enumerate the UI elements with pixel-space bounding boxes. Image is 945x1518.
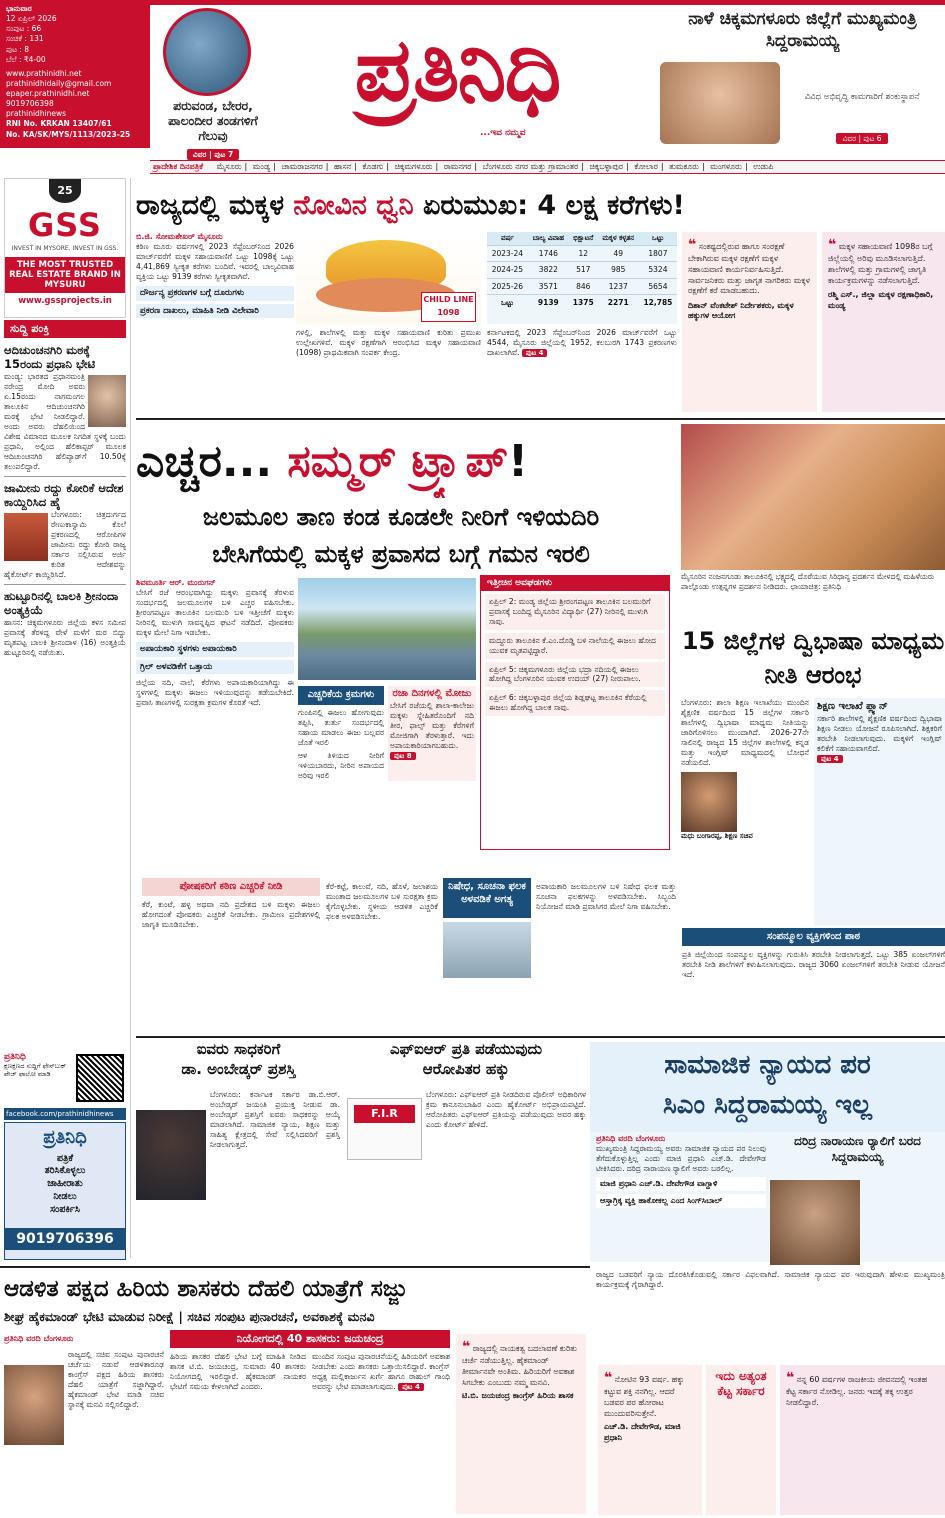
lead-body-col-1 (136, 232, 294, 412)
tagline: ...ಇವ ನಮ್ಮವ (480, 128, 526, 138)
incident-item: ಏಪ್ರಿಲ್ 6: ಚಿಕ್ಕಬಳ್ಳಾಪುರ ಜಿಲ್ಲೆಯ ಶಿಡ್ಲಘಟ್ಟ ತಾಲೂಕಿನ ಕೆರೆಯಲ್ಲಿ ಈಜಲು ಹೋಗಿದ್ದ ಬಾಲಕ ಸಾವು. (485, 690, 665, 716)
fir-head-1: ಎಫ್ಐಆರ್ ಪ್ರತಿ ಪಡೆಯುವುದು (390, 1040, 542, 1058)
pm-visit-headline[interactable]: ಆದಿಚುಂಚನಗಿರಿ ಮಠಕ್ಕೆ 15ರಂದು ಪ್ರಧಾನಿ ಭೇಟಿ (4, 343, 96, 372)
social-body: ಮುಖ್ಯಮಂತ್ರಿ ಸಿದ್ದರಾಮಯ್ಯ ಅವರು ಸಾಮಾಜಿಕ ನ್ಯಾಯದ ಪರ ನಿಲುವು ತೆಗೆದುಕೊಳ್ಳುತ್ತಿಲ್ಲ ಎಂದು ಮಾಜಿ ಪ್ರಧಾನಿ ಎಚ್.ಡಿ. ದೇವೇಗೌಡ ಟೀಕಿಸಿದರು. ದರಿದ್ರ ನಾರಾಯಣ ರ‍್ಯಾಲಿಗೆ ಅವರು ಬರಲಿಲ್ಲ. (596, 1144, 766, 1174)
epaper-link[interactable]: epaper.prathinidhi.net (6, 89, 90, 98)
jayachandra-quote (456, 1334, 586, 1514)
warning-2: ಆಳ ತಿಳಿಯದ ನೀರಿಗೆ ಇಳಿಯಬಾರದು, ನೀರಿನ ಅಪಾಯದ ಅರಿವು ಇರಲಿ (298, 750, 384, 780)
holiday-header: ರಜಾ ದಿನಗಳಲ್ಲಿ ಮೋಜು (392, 688, 472, 699)
lead-body-col-2: ಗಳಲ್ಲಿ, ಶಾಲೆಗಳಲ್ಲಿ ಮತ್ತು ಮಕ್ಕಳ ಸಹಾಯವಾಣಿ ಕುರಿತು ಪ್ರಮುಖ ಉಲ್ಲೇಖಗಳಿವೆ. ಮಕ್ಕಳ ರಕ್ಷಣೆಗಾಗಿ ಆರಂಭಿಸಿದ ಮಕ್ಕಳ ಸಹಾಯವಾಣಿ (1098) ಪ್ರಾಥಮಿಕವಾಗಿ ಸಂಪರ್ಕ ಕೇಂದ್ರ. (296, 328, 481, 358)
facebook-link[interactable]: facebook.com/prathinidhinews (4, 1108, 126, 1120)
lead-bullet-2: ಪ್ರಕರಣ ದಾಖಲು, ಮಾಹಿತಿ ನೀಡಿ ವಿಲೇವಾರಿ (136, 304, 294, 319)
sub-ad-phone[interactable]: 9019706396 (4, 1228, 126, 1250)
holiday-box (388, 686, 476, 781)
incidents-header: ಇತ್ತೀಚಿನ ಅವಘಡಗಳು (481, 576, 669, 591)
signboard-photo (443, 922, 531, 978)
summer-trap-headline[interactable] (136, 430, 666, 498)
deve-gowda-photo (770, 1180, 860, 1265)
issue-pages: ಪುಟ : 8 (6, 44, 30, 54)
issue-volume: ಸಂಪುಟ : 66 (6, 24, 42, 34)
nav-chikkaballapur[interactable]: ಚಿಕ್ಕಬಳ್ಳಾಪುರ (589, 162, 624, 171)
warnings-header: ಎಚ್ಚರಿಕೆಯ ಕ್ರಮಗಳು (298, 686, 384, 705)
incident-item: ಮದ್ದೂರು ತಾಲೂಕಿನ ಕೆ.ಎಂ.ದೊಡ್ಡಿ ಬಳಿ ನಾಲೆಯಲ್ಲಿ ಈಜಲು ಹೋದ ಯುವಕ ಮೃತಪಟ್ಟಿದ್ದಾರೆ. (485, 633, 665, 659)
table-cell: 12,785 (639, 294, 677, 310)
ambedkar-headline[interactable] (136, 1040, 341, 1086)
bilingual-body: ಬೆಂಗಳೂರು: ಶಾಲಾ ಶಿಕ್ಷಣ ಇಲಾಖೆಯು ಮುಂದಿನ ಶೈಕ್ಷಣಿಕ ವರ್ಷದಿಂದ 15 ಜಿಲ್ಲೆಗಳ ಸರ್ಕಾರಿ ಶಾಲೆಗಳಲ್ಲಿ ದ್ವಿಭಾಷಾ ಮಾಧ್ಯಮ ನೀತಿಯನ್ನು ಜಾರಿಗೊಳಿಸಲು ಮುಂದಾಗಿದೆ. 2026-27ನೇ ಸಾಲಿನಲ್ಲಿ ರಾಜ್ಯದ 15 ಜಿಲ್ಲೆಗಳ ಶಾಲೆಗಳಲ್ಲಿ ಕನ್ನಡ ಮತ್ತು ಇಂಗ್ಲಿಷ್ ಮಾಧ್ಯಮದಲ್ಲಿ ಬೋಧನೆ ನಡೆಯಲಿದೆ. (681, 698, 809, 768)
section-rule (0, 1266, 590, 1268)
bail-body: ಬೆಂಗಳೂರು: ಚಿತ್ರದುರ್ಗದ ರೇಣುಕಾಸ್ವಾಮಿ ಕೊಲೆ ಪ್ರಕರಣದಲ್ಲಿ ಆರೋಪಿಗಳ ಜಾಮೀನು ರದ್ದು ಕೋರಿ ರಾಜ್ಯ ಸರ್ಕಾರ ಸಲ್ಲಿಸಿರುವ ಅರ್ಜಿ ಕುರಿತ ಆದೇಶವನ್ನು ಹೈಕೋರ್ಟ್ ಕಾಯ್ದಿರಿಸಿದೆ. (4, 509, 126, 579)
nav-kolar[interactable]: ಕೋಲಾರ (634, 162, 658, 171)
social-title-1: ಸಾಮಾಜಿಕ ನ್ಯಾಯದ ಪರ (664, 1050, 871, 1080)
incident-item: ಏಪ್ರಿಲ್ 5: ಚಿಕ್ಕಮಗಳೂರು ಜಿಲ್ಲೆಯ ಭದ್ರಾ ನದಿಯಲ್ಲಿ ಈಜಲು ಹೋಗಿದ್ದ ಬೆಂಗಳೂರಿನ ಯುವಕ ಉದಯ್ (27) ನೀರುಪಾಲು. (485, 662, 665, 688)
summer-body-2: ಜಿಲ್ಲೆಯ ನದಿ, ನಾಲೆ, ಕೆರೆಗಳು ಅಪಾಯಕಾರಿಯಾಗಿದ್ದು ಈ ಸ್ಥಳಗಳಲ್ಲಿ ಮಕ್ಕಳು ಈಜಲು ಇಳಿಯುವುದನ್ನು ತಡೆಯಬೇಕಿದೆ. ಪ್ರವಾಸಿ ತಾಣಗಳಲ್ಲಿ ಸುರಕ್ಷತಾ ಕ್ರಮಗಳ ಕೊರತೆ ಇದೆ. (136, 678, 294, 708)
quote-1-attribution: ದಿಶಾನ್ ವೆಂಕಟೇಶ್ ನಿರ್ದೇಶಕರು, ಮಕ್ಕಳ ಹಕ್ಕುಗಳ ಆಯೋಗ (688, 300, 794, 321)
bilingual-body-col (681, 698, 809, 926)
signboard-headline: ನಿಷೇಧ, ಸೂಚನಾ ಫಲಕ ಅಳವಡಿಕೆ ಅಗತ್ಯ (443, 878, 531, 918)
district-nav: ಪ್ರಾದೇಶಿಕ ದಿನಪತ್ರಿಕೆ ಮೈಸೂರು | ಮಂಡ್ಯ | ಚಾಮರಾಜನಗರ | ಹಾಸನ | ಕೊಡಗು | ಚಿಕ್ಕಮಗಳೂರು | ರಾಮನಗರ | ಬೆಂಗಳೂರು ನಗರ ಮತ್ತು ಗ್ರಾಮಾಂತರ | ಚಿಕ್ಕಬಳ್ಳಾಪುರ | ಕೋಲಾರ | ತುಮಕೂರು | ಮಂಗಳೂರು | ಉಡುಪಿ (150, 160, 945, 174)
fir-head-2: ಆರೋಪಿತರ ಹಕ್ಕು (422, 1059, 510, 1078)
cm-caption (782, 92, 942, 144)
gowda-quote-attribution: ಎಚ್.ಡಿ. ದೇವೇಗೌಡ, ಮಾಜಿ ಪ್ರಧಾನಿ (604, 1422, 681, 1442)
sub-ad-line: ನೀಡಲು (53, 1190, 77, 1202)
social-handle[interactable]: prathinidhinews (6, 109, 67, 119)
summer-body-col (136, 578, 294, 878)
small-prat-logo: ಪ್ರತಿನಿಧಿ (4, 1052, 26, 1062)
table-cell: 3571 (528, 278, 569, 294)
bad-government-callout: ಇದು ಅತ್ಯಂತ ಕೆಟ್ಟ ಸರ್ಕಾರ (706, 1365, 776, 1515)
issue-date: 12 ಏಪ್ರಿಲ್ 2026 (6, 14, 57, 24)
summer-title-part-3: ! (507, 436, 529, 487)
table-row (487, 278, 677, 294)
minister-caption: ಮಧು ಬಂಗಾರಪ್ಪ, ಶಿಕ್ಷಣ ಸಚಿವ (681, 832, 753, 841)
delhi-trip-headline[interactable]: ಆಡಳಿತ ಪಕ್ಷದ ಹಿರಿಯ ಶಾಸಕರು ದೆಹಲಿ ಯಾತ್ರೆಗೆ ಸಜ್ಜು (4, 1276, 408, 1302)
fir-headline[interactable] (347, 1040, 585, 1086)
delhi-trip-subheadline: ಶೀಘ್ರ ಹೈಕಮಾಂಡ್ ಭೇಟಿ ಮಾಡುವ ನಿರೀಕ್ಷೆ | ಸಚಿವ ಸಂಪುಟ ಪುನಾರಚನೆ, ಅವಕಾಶಕ್ಕೆ ಮನವಿ (4, 1309, 375, 1324)
gowda-quote-2-text: ನನ್ನ 60 ವರ್ಷಗಳ ರಾಜಕೀಯ ಜೀವನದಲ್ಲಿ ಇಂತಹ ಕೆಟ್ಟ ಸರ್ಕಾರ ನೋಡಿಲ್ಲ. ಜನರು ಇದಕ್ಕೆ ತಕ್ಕ ಉತ್ತರ ನೀಡಲಿದ್ದಾರೆ. (786, 1375, 928, 1408)
children-illustration (296, 232, 481, 324)
delegation-box-header: ನಿಯೋಗದಲ್ಲಿ 40 ಶಾಸಕರು: ಜಯಚಂದ್ರ (170, 1330, 450, 1348)
nav-chamarajanagar[interactable]: ಚಾಮರಾಜನಗರ (281, 162, 323, 171)
table-header: ಒಟ್ಟು (639, 232, 677, 245)
masthead-left-story[interactable] (158, 98, 268, 160)
delhi-body-2: ಹಿರಿಯ ಶಾಸಕರ ದೆಹಲಿ ಭೇಟಿ ಬಗ್ಗೆ ಮಾಹಿತಿ ನೀಡಿದ ಶಾಸಕ ಟಿ.ಬಿ. ಜಯಚಂದ್ರ, ಸುಮಾರು 40 ಶಾಸಕರು ನಿಯೋಗದಲ್ಲಿ ಇರಲಿದ್ದಾರೆ. ಹೈಕಮಾಂಡ್ ನಾಯಕರ ಭೇಟಿಗೆ ಸಮಯ ಕೇಳಲಾಗಿದೆ ಎಂದರು. (170, 1352, 306, 1392)
expert-quote-2 (822, 232, 945, 412)
summer-title-part-1: ಎಚ್ಚರ... (136, 436, 288, 487)
lead-headline-highlight: ನೋವಿನ ಧ್ವನಿ (293, 190, 414, 221)
jayachandra-quote-attribution: ಟಿ.ಬಿ. ಜಯಚಂದ್ರ ಕಾಂಗ್ರೆಸ್ ಹಿರಿಯ ಶಾಸಕ (462, 1391, 574, 1401)
recent-incidents-box (480, 575, 670, 850)
childline-logo: CHILD LINE 1098 (421, 292, 476, 322)
social-byline: ಪ್ರತಿನಿಧಿ ವರದಿ ಬೆಂಗಳೂರು (596, 1134, 666, 1143)
lead-headline-part-3: ಏರುಮುಖ: 4 ಲಕ್ಷ ಕರೆಗಳು! (413, 190, 685, 221)
gss-trust-line: THE MOST TRUSTED REAL ESTATE BRAND IN MYSURU (5, 257, 125, 294)
fir-label: F.I.R (354, 1105, 415, 1123)
gowda-quote-text: ನೋಟಿನ 93 ವರ್ಷ. ಹಕ್ಕು ಕಟ್ಟುವ ಶಕ್ತಿ ನನಗಿಲ್ಲ. ಆದರೆ ಬಡವರ ಪರ ಹೋರಾಟ ಮುಂದುವರಿಸುತ್ತೇನೆ. (604, 1375, 685, 1418)
table-cell: 1375 (569, 294, 598, 310)
modi-photo (88, 375, 126, 427)
sub-ad-logo: ಪ್ರತಿನಿಧಿ (43, 1127, 87, 1148)
delhi-byline: ಪ್ರತಿನಿಧಿ ವರದಿ ಬೆಂಗಳೂರು (4, 1334, 74, 1343)
ambedkar-photo (136, 1110, 206, 1200)
incident-item: ಏಪ್ರಿಲ್ 2: ಮಂಡ್ಯ ಜಿಲ್ಲೆಯ ಶ್ರೀರಂಗಪಟ್ಟಣ ತಾಲೂಕಿನ ಬಲಮುರಿಗೆ ಪ್ರವಾಸಕ್ಕೆ ಬಂದಿದ್ದ ಮೈಸೂರಿನ ವಿದ್ಯಾರ್ಥಿ (27) ನೀರಿನಲ್ಲಿ ಮುಳುಗಿ ಸಾವು. (485, 594, 665, 630)
email-link[interactable]: prathinidhidaily@gmail.com (6, 78, 112, 88)
gss-url[interactable]: www.gssprojects.in (18, 296, 112, 307)
fb-follow-caption: ಕ್ಷಣಕ್ಷಣದ ಸುದ್ದಿಗೆ ಫೇಸ್‌ಬುಕ್ ಪೇಜ್ ಫಾಲೋ ಮಾಡಿ (4, 1061, 67, 1078)
social-subhead: ದರಿದ್ರ ನಾರಾಯಣ ರ‍್ಯಾಲಿಗೆ ಬರದ ಸಿದ್ದರಾಮಯ್ಯ (794, 1134, 921, 1164)
warning-1: ಗುಂಪಿನಲ್ಲಿ ಈಜಲು ಹೋಗುವುದು ತಪ್ಪಿಸಿ, ತುರ್ತು ಸಂದರ್ಭದಲ್ಲಿ ಸಹಾಯ ಮಾಡಲು ಈಜು ಬಲ್ಲವರ ಜೊತೆ ಇರಲಿ (298, 707, 384, 747)
social-body-2: ರಾಜ್ಯದ ಬಡವರಿಗೆ ನ್ಯಾಯ ದೊರಕಿಸಿಕೊಡುವಲ್ಲಿ ಸರ್ಕಾರ ವಿಫಲವಾಗಿದೆ. ಸಾಮಾಜಿಕ ನ್ಯಾಯದ ಪರ ಇರುವುದಾಗಿ ಹೇಳುವ ಮುಖ್ಯಮಂತ್ರಿ ಕಾರ್ಯಕ್ರಮಕ್ಕೆ ಗೈರಾಗಿದ್ದಾರೆ. (596, 1270, 945, 1290)
nav-chikkamagaluru[interactable]: ಚಿಕ್ಕಮಗಳೂರು (394, 162, 433, 171)
section-rule (136, 418, 945, 420)
table-cell: 1746 (528, 245, 569, 261)
lead-bullet-1: ದೌರ್ಜನ್ಯ ಪ್ರಕರಣಗಳ ಬಗ್ಗೆ ದೂರುಗಳು (136, 286, 294, 301)
nav-bengaluru[interactable]: ಬೆಂಗಳೂರು ನಗರ ಮತ್ತು ಗ್ರಾಮಾಂತರ (482, 162, 579, 171)
left-story-page-tag: ವಿವರ | ಪುಟ 7 (187, 149, 239, 160)
gss-advertisement[interactable] (4, 178, 126, 318)
quote-mark-icon: ❝ (462, 1339, 471, 1355)
lead-headline[interactable] (136, 182, 945, 230)
table-cell: 1237 (598, 278, 639, 294)
table-cell: 5324 (639, 262, 677, 278)
lead-page-ref[interactable]: ಪುಟ 4 (522, 349, 548, 357)
table-cell: 985 (598, 262, 639, 278)
high-court-photo (4, 513, 48, 561)
table-cell: 5654 (639, 278, 677, 294)
parents-warning-head: ಪೋಷಕರಿಗೆ ಕಠಿಣ ಎಚ್ಚರಿಕೆ ನೀಡಿ (142, 878, 320, 896)
fir-body: ಬೆಂಗಳೂರು: ಎಫ್ಐಆರ್ ಪ್ರತಿ ನೀಡದಿರುವ ಪೊಲೀಸ್ ಅಧಿಕಾರಿಗಳ ಕ್ರಮ ಕಾನೂನುಬಾಹಿರ ಎಂದು ಹೈಕೋರ್ಟ್ ಅಭಿಪ್ರಾಯಪಟ್ಟಿದೆ. ಆರೋಪಿತರು ಎಫ್ಐಆರ್ ಪ್ರತಿಯನ್ನು ಪಡೆಯುವುದು ಅವರ ಹಕ್ಕು ಎಂದು ಕೋರ್ಟ್ ಹೇಳಿದೆ. (426, 1090, 586, 1130)
table-cell: 49 (598, 245, 639, 261)
lead-body-col-3 (487, 328, 677, 414)
millet-fair-caption: ಮೈಸೂರಿನ ನಂಜನಗೂಡು ತಾಲೂಕಿನಲ್ಲಿ ಭಕ್ಷ್ಯದಲ್ಲಿ ದೊರೆಯುವ ಸಿರಿಧಾನ್ಯ ಪ್ರದರ್ಶನ ಮೇಳದಲ್ಲಿ ಮಹಿಳೆಯರು ಪಾಲ್ಗೊಂಡು ಉತ್ಪನ್ನಗಳ ಪ್ರದರ್ಶನ ನೀಡಿದರು. ಛಾಯಾಚಿತ್ರ: ಪ್ರತಿನಿಧಿ (681, 572, 935, 591)
social-bullet-2: ಆಸ್ತಾಗ್ರಿಕ್ಕ ವ್ಯಕ್ತಿ ಹಾಕೋಕಲ್ಲ ಎಂದ ಸಿಂಗ್‌ಸಿಬಾಲ್ (596, 1194, 766, 1208)
lead-byline: ಬಿ.ಜಿ. ಸೋಮಶೇಖರ್ ಮೈಸೂರು (136, 232, 223, 241)
registration-number: No. KA/SK/MYS/1113/2023-25 (6, 129, 131, 139)
quote-1-text: ಸಂಕಷ್ಟದಲ್ಲಿರುವ ಹಾಗೂ ಸಂರಕ್ಷಣೆ ಬೇಕಾಗಿರುವ ಮಕ್ಕಳ ರಕ್ಷಣೆಗೆ ಮಕ್ಕಳ ಸಹಾಯವಾಣಿ ಕಾರ್ಯನಿರ್ವಹಿಸುತ್ತಿದೆ. ಸಾರ್ವಜನಿಕರು ಮತ್ತು ಜಾಗೃತ ನಾಗರಿಕರು ಮಕ್ಕಳ ರಕ್ಷಣೆಗೆ ಕರೆ ಮಾಡಬಹುದು. (688, 242, 811, 296)
column-divider (130, 178, 131, 1258)
summer-body: ಬೇಸಿಗೆ ರಜೆ ಆರಂಭವಾಗಿದ್ದು ಮಕ್ಕಳು ಪ್ರವಾಸಕ್ಕೆ ತೆರಳುವ ಸಂದರ್ಭದಲ್ಲಿ ಜಲಮೂಲಗಳ ಬಳಿ ಎಚ್ಚರ ವಹಿಸಬೇಕು. ಶ್ರೀರಂಗಪಟ್ಟಣ ತಾಲೂಕಿನ ಬಲಮುರಿ ಬಳಿ ಇತ್ತೀಚೆಗೆ ಮಕ್ಕಳು ನೀರಿನಲ್ಲಿ ಮುಳುಗಿ ಸಾವನ್ನಪ್ಪಿದ ಘಟನೆ ನಡೆದಿದೆ. ಪೋಷಕರು ಮಕ್ಕಳ ಮೇಲೆ ನಿಗಾ ಇಡಬೇಕು. (136, 588, 294, 638)
delhi-body-3-text: ಮುಂದಿನ ಸಂಪುಟ ಪುನಾರಚನೆಯಲ್ಲಿ ಹಿರಿಯರಿಗೆ ಅವಕಾಶ ನೀಡಬೇಕು ಎಂದು ಶಾಸಕರು ಒತ್ತಾಯಿಸಲಿದ್ದಾರೆ. ಕಾಂಗ್ರೆಸ್ ಅಧ್ಯಕ್ಷ ಮಲ್ಲಿಕಾರ್ಜುನ ಖರ್ಗೆ ಹಾಗೂ ರಾಹುಲ್ ಗಾಂಧಿ ಅವರನ್ನು ಭೇಟಿ ಮಾಡಲಾಗುವುದು. (312, 1352, 450, 1392)
summer-page-ref[interactable]: ಪುಟ 8 (390, 752, 416, 760)
table-cell: 517 (569, 262, 598, 278)
issue-number: ಸಂಚಿಕೆ : 131 (6, 34, 44, 44)
summer-subtitle-1: ಜಲಮೂಲ ತಾಣ ಕಂಡ ಕೂಡಲೇ ನೀರಿಗೆ ಇಳಿಯದಿರಿ (202, 503, 600, 531)
sub-ad-line: ಪತ್ರಿಕೆ (56, 1152, 74, 1164)
sub-ad-line: ಜಾಹೀರಾತು (47, 1178, 83, 1190)
quote-2-text: ಮಕ್ಕಳ ಸಹಾಯವಾಣಿ 1098ರ ಬಗ್ಗೆ ಜಿಲ್ಲೆಯಲ್ಲಿ ಅರಿವು ಮೂಡಿಸಲಾಗುತ್ತಿದೆ. ಶಾಲೆಗಳಲ್ಲಿ ಮತ್ತು ಗ್ರಾಮಗಳಲ್ಲಿ ಜಾಗೃತಿ ಕಾರ್ಯಕ್ರಮಗಳನ್ನು ನಡೆಸಲಾಗುತ್ತಿದೆ. (828, 242, 933, 285)
education-plan-head: ಶಿಕ್ಷಣ ಇಲಾಖೆ ಪ್ಲ್ಯಾನ್ (817, 701, 888, 712)
cm-caption-text: ವಿವಿಧ ಅಭಿವೃದ್ಧಿ ಕಾಮಗಾರಿಗೆ ಶಂಕುಸ್ಥಾಪನೆ (804, 92, 920, 102)
millet-fair-photo (681, 424, 945, 570)
sub-ad-lines (5, 1153, 125, 1217)
quote-mark-icon: ❝ (688, 237, 697, 253)
table-row (487, 245, 677, 261)
phone-number: 9019706398 (6, 99, 54, 109)
social-justice-left-col (596, 1134, 766, 1262)
newspaper-logo: ಪ್ರತಿನಿಧಿ (354, 17, 560, 121)
nav-udupi[interactable]: ಉಡುಪಿ (753, 162, 774, 171)
table-cell: ಒಟ್ಟು (487, 294, 528, 310)
social-bullet-1: ಮಾಜಿ ಪ್ರಧಾನಿ ಎಚ್.ಡಿ. ದೇವೇಗೌಡ ವಾಗ್ದಾಳಿ (596, 1177, 766, 1191)
minister-photo (681, 772, 737, 832)
social-title-2: ಸಿಎಂ ಸಿದ್ದರಾಮಯ್ಯ ಇಲ್ಲ (662, 1090, 873, 1120)
resource-persons-head: ಸಂಪನ್ಮೂಲ ವ್ಯಕ್ತಿಗಳಿಂದ ಪಾಠ (682, 928, 945, 946)
right-story-page-tag: ವಿವರ | ಪುಟ 6 (836, 133, 887, 144)
summer-title-highlight: ಸಮ್ಮರ್ ಟ್ರ್ಯಾಪ್ (287, 436, 508, 487)
table-header: ಮಕ್ಕಳ ಕಳ್ಳತನ (598, 232, 639, 245)
resource-persons-body: ಪ್ರತಿ ಜಿಲ್ಲೆಯಿಂದ ಸಂಪನ್ಮೂಲ ವ್ಯಕ್ತಿಗಳನ್ನು ಗುರುತಿಸಿ ತರಬೇತಿ ನೀಡಲಾಗುತ್ತದೆ. ಒಟ್ಟು 385 ಏಂಜಲ್‌ಗಳಿಗೆ ತರಬೇತಿ ನೀಡಿ ಶಾಲೆಗಳಿಗೆ ಕಳುಹಿಸಲಾಗುವುದು. ರಾಜ್ಯದ 3060 ಏಂಜಲ್‌ಗಳಿಗೆ ತರಬೇತಿ ನೀಡುವ ಯೋಜನೆ ಇದೆ. (682, 950, 945, 980)
news-section-label: ಸುದ್ದಿ ಪಂಕ್ತಿ (4, 320, 126, 338)
bilingual-headline[interactable]: 15 ಜಿಲ್ಲೆಗಳ ದ್ವಿಭಾಷಾ ಮಾಧ್ಯಮ ನೀತಿ ಆರಂಭ (681, 627, 945, 689)
delhi-body-3 (312, 1352, 450, 1515)
quote-mark-icon: ❝ (786, 1370, 795, 1386)
funeral-headline[interactable]: ಹುಟ್ಟೂರಿನಲ್ಲಿ ಬಾಲಕಿ ಶ್ರೀನಂದಾ ಅಂತ್ಯಕ್ರಿಯೆ (4, 588, 119, 618)
fb-follow-block (4, 1052, 74, 1108)
pm-visit-body: ಮಂಡ್ಯ: ಭಾರತದ ಪ್ರಧಾನಮಂತ್ರಿ ನರೇಂದ್ರ ಮೋದಿ ಅವರು ಏ.15ರಂದು ನಾಗಮಂಗಲ ತಾಲೂಕಿನ ಆದಿಚುಂಚನಗಿರಿ ಮಠಕ್ಕೆ ಭೇಟಿ ನೀಡಲಿದ್ದಾರೆ. ಅಂದು ಅವರು ದೆಹಲಿಯಿಂದ ವಿಶೇಷ ವಿಮಾನದ ಮೂಲಕ ನಿಗದಿತ ಸ್ಥಳಕ್ಕೆ ಬಂದು ಪ್ರಧಾನಿ, ಅಲ್ಲಿಂದ ಹೆಲಿಕಾಪ್ಟರ್ ಮೂಲಕ ಆದಿಚುಂಚನಗಿರಿ ಹೆಲಿಪ್ಯಾಡ್‌ಗೆ 10.50ಕ್ಕೆ ತಲುಪಲಿದ್ದಾರೆ. (4, 371, 126, 471)
table-cell: 846 (569, 278, 598, 294)
warnings-box (298, 686, 384, 781)
lead-body: ಕಠಿಣ ಮೂರು ವರ್ಷಗಳಲ್ಲಿ 2023 ಸೆಪ್ಟೆಂಬರ್‌ನಿಂದ 2026 ಮಾರ್ಚ್‌ವರೆಗೆ ಮಕ್ಕಳ ಸಹಾಯವಾಣಿಗೆ ಒಟ್ಟು 1098ಕ್ಕೆ ಒಟ್ಟು 4,41,869 ಸ್ವೀಕೃತ ಕರೆಗಳು ಬಂದಿವೆ. ಇವರಲ್ಲಿ ಬಾಲ್ಯವಿವಾಹ ವ್ಯಕ್ತಿಯ ಒಟ್ಟು 9139 ಕರೆಗಳು ಸ್ವೀಕೃತವಾಗಿವೆ. (136, 242, 294, 282)
lead-headline-part-1: ರಾಜ್ಯದಲ್ಲಿ ಮಕ್ಕಳ (136, 190, 294, 221)
table-header: ವರ್ಷ (487, 232, 528, 245)
parents-warning-body: ಕೆರೆ, ಕುಂಟೆ, ಹಳ್ಳ ಅಥವಾ ನದಿ ಪ್ರದೇಶದ ಬಳಿ ಮಕ್ಕಳು ಈಜಲು ಹೋಗದಂತೆ ಪೋಷಕರು ಎಚ್ಚರಿಕೆ ನೀಡಬೇಕು. ಗ್ರಾಮೀಣ ಪ್ರದೇಶಗಳಲ್ಲಿ ಜಾಗೃತಿ ಮೂಡಿಸಬೇಕು. (142, 900, 320, 930)
holiday-body: ಬೇಸಿಗೆ ರಜೆಯಲ್ಲಿ ಶಾಲಾ-ಕಾಲೇಜು ಮಕ್ಕಳು ಸ್ನೇಹಿತರೊಂದಿಗೆ ನದಿ ತೀರ, ಫಾಲ್ಸ್ ಮತ್ತು ಕೆರೆಗಳಿಗೆ ಮೋಜಿಗಾಗಿ ತೆರಳುತ್ತಾರೆ. ಇದು ಅಪಾಯಕಾರಿಯಾಗಬಹುದು. (390, 700, 474, 750)
quote-2-attribution: ರಶ್ಮಿ ಎಸ್., ಜಿಲ್ಲಾ ಮಕ್ಕಳ ರಕ್ಷಣಾಧಿಕಾರಿ, ಮಂಡ್ಯ (828, 290, 934, 310)
sub-ad-line: ಸಂಪರ್ಕಿಸಿ (50, 1203, 80, 1215)
nav-kodagu[interactable]: ಕೊಡಗು (362, 162, 384, 171)
left-story-text: ಪರುವಂಡ, ಬೇರರ, ಪಾಲಂದೀರ ತಂಡಗಳಿಗೆ ಗೆಲುವು (168, 98, 258, 143)
table-cell: 12 (569, 245, 598, 261)
social-justice-headline[interactable] (590, 1045, 945, 1125)
nav-mandya[interactable]: ಮಂಡ್ಯ (252, 162, 271, 171)
table-cell: 9139 (528, 294, 569, 310)
ambedkar-body: ಬೆಂಗಳೂರು: ಕರ್ನಾಟಕ ಸರ್ಕಾರ ಡಾ.ಬಿ.ಆರ್. ಅಂಬೇಡ್ಕರ್ ಜಯಂತಿ ಪ್ರಯುಕ್ತ ನೀಡುವ ಡಾ. ಅಂಬೇಡ್ಕರ್ ಪ್ರಶಸ್ತಿಗೆ ಐವರು ಸಾಧಕರನ್ನು ಆಯ್ಕೆ ಮಾಡಲಾಗಿದೆ. ಸಾಮಾಜಿಕ ನ್ಯಾಯ, ಶಿಕ್ಷಣ ಮತ್ತು ಸಾಹಿತ್ಯ ಕ್ಷೇತ್ರದಲ್ಲಿ ಸೇವೆ ಸಲ್ಲಿಸಿದವರಿಗೆ ಪ್ರಶಸ್ತಿ ನೀಡಲಾಗುತ್ತದೆ. (210, 1090, 340, 1150)
table-cell: 2025-26 (487, 278, 528, 294)
warnings-and-holiday (298, 686, 476, 876)
summer-bullet-1: ಅಪಾಯಕಾರಿ ಸ್ಥಳಗಳು ಅಪಾಯಕಾರಿ (136, 642, 294, 657)
statistics-table (487, 232, 677, 324)
education-plan-body: ಸರ್ಕಾರಿ ಶಾಲೆಗಳಲ್ಲಿ ಶೈಕ್ಷಣಿಕ ವರ್ಷದಿಂದ ದ್ವಿಭಾಷಾ ಶಿಕ್ಷಣ ನೀಡಲು ಯೋಜನೆ ರೂಪಿಸಲಾಗಿದೆ. ಶಿಕ್ಷಕರಿಗೆ ತರಬೇತಿ ನೀಡಲಾಗುವುದು. ಮಕ್ಕಳಿಗೆ ಇಂಗ್ಲಿಷ್ ಕಲಿಕೆಗೆ ಸಹಾಯವಾಗಲಿದೆ. (817, 713, 942, 753)
signboard-body: ಅಪಾಯಕಾರಿ ಜಲಮೂಲಗಳ ಬಳಿ ನಿಷೇಧ ಫಲಕ ಮತ್ತು ಸೂಚನಾ ಫಲಕಗಳನ್ನು ಅಳವಡಿಸಬೇಕು. ಸಿಬ್ಬಂದಿ ನಿಯೋಜನೆ ಮಾಡಿ ಪ್ರವಾಸಿಗರ ಮೇಲೆ ನಿಗಾ ವಹಿಸಬೇಕು. (536, 882, 676, 912)
nav-tumakuru[interactable]: ತುಮಕೂರು (669, 162, 699, 171)
hockey-players-photo (163, 8, 251, 96)
legislator-photo (4, 1365, 64, 1445)
ambedkar-head-1: ಐವರು ಸಾಧಕರಿಗೆ (196, 1040, 281, 1058)
table-cell: 2023-24 (487, 245, 528, 261)
nav-hassan[interactable]: ಹಾಸನ (334, 162, 352, 171)
qr-code[interactable] (76, 1054, 124, 1102)
left-news-column (4, 340, 126, 1030)
table-header: ಭಿಕ್ಷಾಟನೆ (569, 232, 598, 245)
table-row (487, 294, 677, 310)
quote-mark-icon: ❝ (604, 1370, 613, 1386)
gss-logo: GSS (28, 206, 102, 244)
table-cell: 1807 (639, 245, 677, 261)
rni-number: RNI No. KRKAN 13407/61 (6, 119, 112, 129)
quote-mark-icon: ❝ (828, 237, 837, 253)
gss-tagline: INVEST IN MYSORE. INVEST IN GSS. (11, 245, 119, 252)
nav-mangaluru[interactable]: ಮಂಗಳೂರು (710, 162, 742, 171)
masthead-right-story[interactable]: ನಾಳೆ ಚಿಕ್ಕಮಗಳೂರು ಜಿಲ್ಲೆಗೆ ಮುಖ್ಯಮಂತ್ರಿ ಸಿದ್ದರಾಮಯ್ಯ (688, 9, 917, 52)
bail-headline[interactable]: ಜಾಮೀನು ರದ್ದು ಕೋರಿಕೆ ಆದೇಶ ಕಾಯ್ದಿರಿಸಿದ ಹೈ (4, 480, 124, 510)
table-cell: 3822 (528, 262, 569, 278)
delhi-body-1: ರಾಜ್ಯದಲ್ಲಿ ಸಚಿವ ಸಂಪುಟ ಪುನಾರಚನೆ ಚರ್ಚೆಯ ನಡುವೆ ಆಡಳಿತಾರೂಢ ಕಾಂಗ್ರೆಸ್ ಪಕ್ಷದ ಹಿರಿಯ ಶಾಸಕರು ದೆಹಲಿ ಯಾತ್ರೆಗೆ ಸಜ್ಜಾಗಿದ್ದಾರೆ. ಹೈಕಮಾಂಡ್ ಭೇಟಿ ಮಾಡಿ ಸಚಿವ ಸ್ಥಾನಕ್ಕೆ ಮನವಿ ಸಲ್ಲಿಸಲಿದ್ದಾರೆ. (68, 1350, 164, 1410)
cm-photo (660, 62, 780, 144)
fir-document-icon (347, 1098, 422, 1160)
issue-price: ಬೆಲೆ : ₹4-00 (6, 54, 46, 64)
table-cell: 2271 (598, 294, 639, 310)
lead-body-3-text: ಕರ್ನಾಟಕದಲ್ಲಿ 2023 ಸೆಪ್ಟೆಂಬರ್‌ನಿಂದ 2026 ಮಾರ್ಚ್‌ವರೆಗೆ ಒಟ್ಟು 4544, ಮೈಸೂರು ಜಿಲ್ಲೆಯಲ್ಲಿ 1952, ಕಲಬುರಗಿ 1743 ಪ್ರಕರಣಗಳು ದಾಖಲಾಗಿವೆ. (487, 328, 677, 358)
website-link[interactable]: www.prathinidhi.net (6, 68, 82, 78)
river-crowd-photo (298, 578, 476, 680)
summer-byline: ಶಿವಮೂರ್ತಿ ಆರ್. ಮುರುಗನ್ (136, 578, 216, 587)
section-rule (136, 1036, 945, 1038)
sub-ad-line: ತರಿಸಿಕೊಳ್ಳಲು (44, 1165, 86, 1177)
jayachandra-quote-text: ರಾಜ್ಯದಲ್ಲಿ ನಾಯಕತ್ವ ಬದಲಾವಣೆ ಕುರಿತು ಚರ್ಚೆ ನಡೆಯುತ್ತಿಲ್ಲ. ಹೈಕಮಾಂಡ್ ತೀರ್ಮಾನವೇ ಅಂತಿಮ. ಹಿರಿಯರಿಗೆ ಅವಕಾಶ ಸಿಗಬೇಕು ಎಂಬುದು ನಮ್ಮ ಮನವಿ. (462, 1344, 577, 1387)
gowda-quote-2 (780, 1365, 945, 1515)
education-plan-box (814, 698, 945, 926)
gss-years-badge: 25 (49, 179, 81, 203)
delhi-page-ref[interactable]: ಪುಟ 4 (398, 1383, 424, 1391)
issue-day: ಭಾನುವಾರ (6, 4, 32, 13)
regional-label: ಪ್ರಾದೇಶಿಕ ದಿನಪತ್ರಿಕೆ (153, 162, 204, 171)
summer-subtitle-2: ಬೇಸಿಗೆಯಲ್ಲಿ ಮಕ್ಕಳ ಪ್ರವಾಸದ ಬಗ್ಗೆ ಗಮನ ಇರಲಿ (212, 540, 590, 568)
summer-bullet-2: ಗ್ರಿಲ್ ಅಳವಡಿಕೆಗೆ ಒತ್ತಾಯ (136, 660, 294, 675)
nav-mysuru[interactable]: ಮೈಸೂರು (216, 162, 242, 171)
expert-quote-1 (682, 232, 817, 412)
nav-ramanagara[interactable]: ರಾಮನಗರ (443, 162, 472, 171)
bilingual-page-ref[interactable]: ಪುಟ 4 (817, 755, 843, 763)
table-cell: 2024-25 (487, 262, 528, 278)
table-row (487, 262, 677, 278)
funeral-body: ಹಾಸನ: ಚಿಕ್ಕಮಗಳೂರು ಜಿಲ್ಲೆಯ ಕಳಸ ಸಮೀಪ ಪ್ರವಾಸಕ್ಕೆ ತೆರಳಿದ್ದ ವೇಳೆ ಮಳೆಗೆ ಮರ ಬಿದ್ದು ಮೃತಪಟ್ಟ ಬಾಲಕಿ ಶ್ರೀನಂದಾಳ (16) ಅಂತ್ಯಕ್ರಿಯೆ ಹುಟ್ಟೂರಿನಲ್ಲಿ ನಡೆಯಿತು. (4, 617, 126, 657)
ambedkar-head-2: ಡಾ. ಅಂಬೇಡ್ಕರ್ ಪ್ರಶಸ್ತಿ (181, 1059, 296, 1078)
table-header: ಬಾಲ್ಯ ವಿವಾಹ (528, 232, 569, 245)
water-bodies-body: ಕೆರೆ-ಕಟ್ಟೆ, ಕಾಲುವೆ, ನದಿ, ಹೊಳೆ, ಜಲಾಶಯ ಮುಂತಾದ ಜಲಮೂಲಗಳ ಬಳಿ ಸುರಕ್ಷತಾ ಕ್ರಮ ಕೈಗೊಳ್ಳಬೇಕು. ಸ್ಥಳೀಯ ಆಡಳಿತ ಎಚ್ಚರಿಕೆ ಫಲಕ ಅಳವಡಿಸಬೇಕು. (326, 882, 438, 922)
masthead-info-panel (0, 0, 150, 148)
gowda-quote (598, 1365, 702, 1515)
